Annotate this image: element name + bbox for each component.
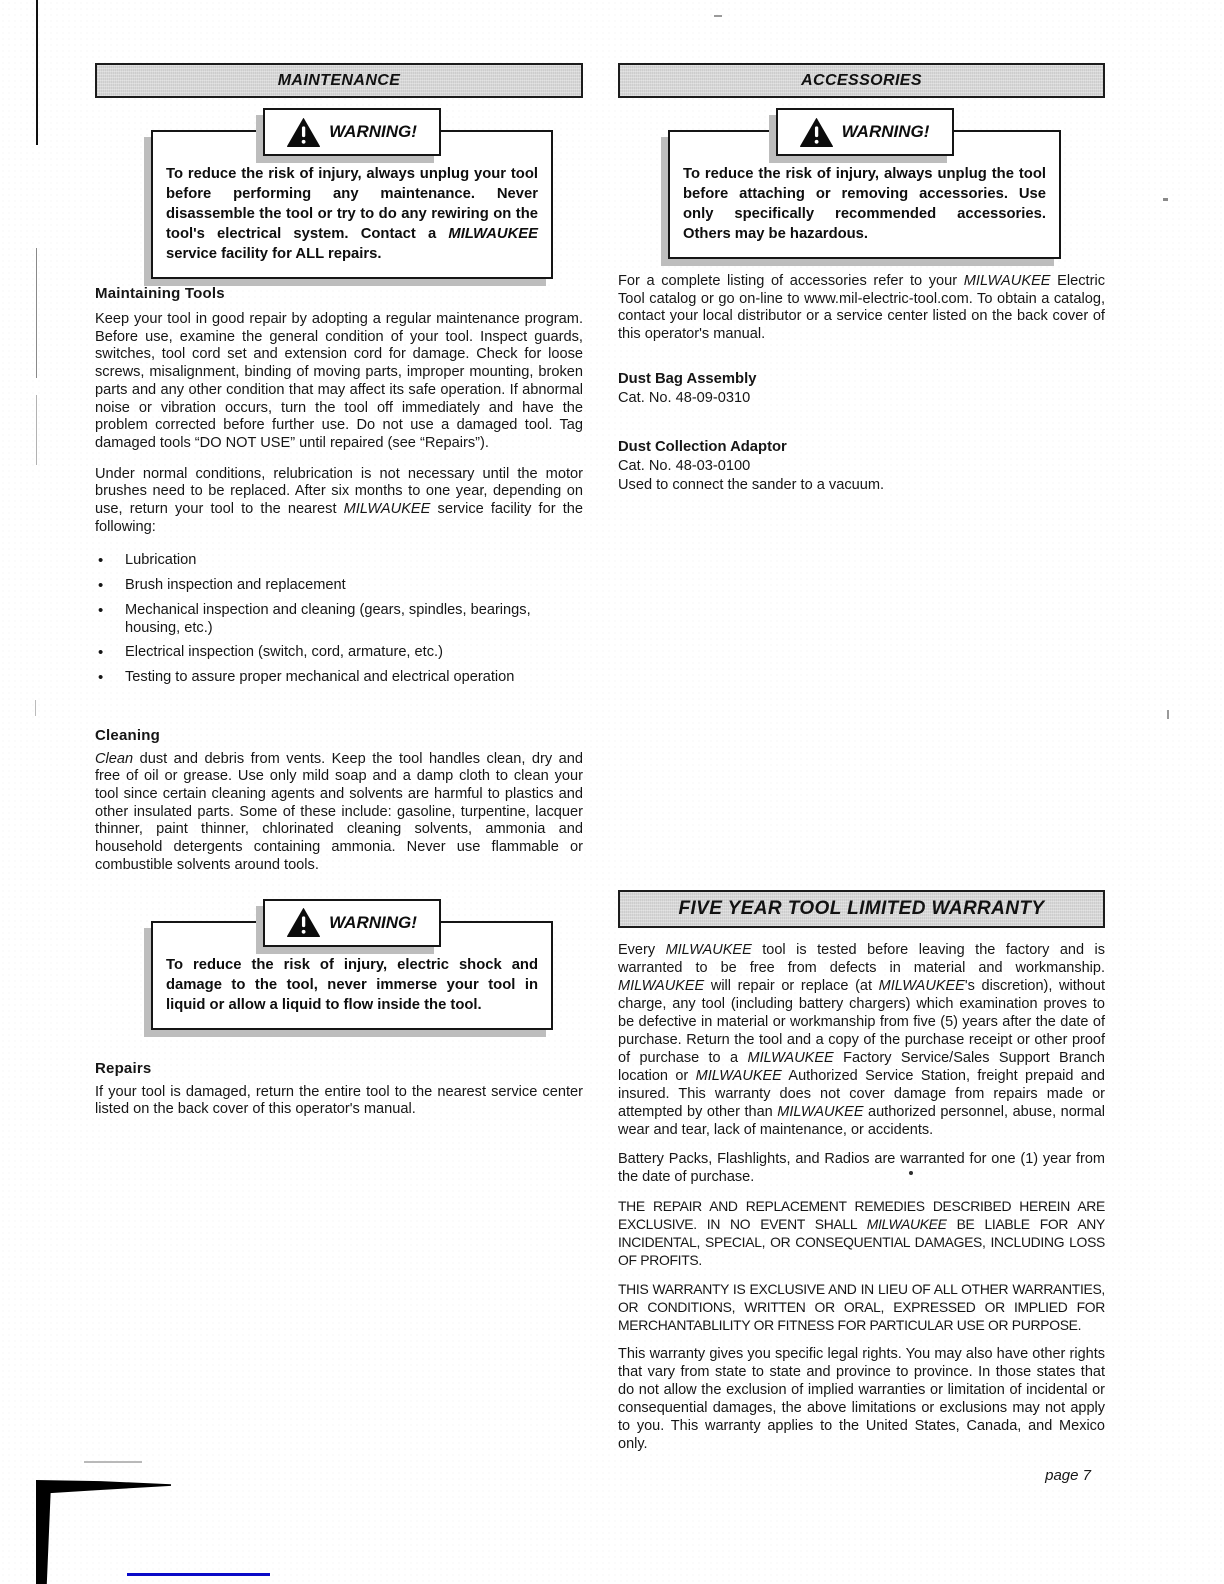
accessories-column: [618, 63, 1105, 495]
warning-body-text: To reduce the risk of injury, electric shock and damage to the tool, never immerse your tool in liquid or allow a liquid to flow inside the tool.: [151, 921, 553, 1030]
bullet-text: Mechanical inspection and cleaning (gears, spindles, bearings, housing, etc.): [125, 601, 531, 636]
maintaining-tools-heading: Maintaining Tools: [95, 285, 225, 302]
bullet-text: Lubrication: [125, 552, 197, 569]
warning-title-box: [776, 108, 954, 156]
accessory-name: Dust Bag Assembly: [618, 370, 757, 387]
warning-body-text: To reduce the risk of injury, always unplug your tool before performing any maintenance. Never disassemble the tool or try to do any rewiring on the tool's electrical system. Contact a MILWAUKEE service facility for ALL repairs.: [151, 130, 553, 279]
warning-title-label: WARNING!: [329, 912, 417, 932]
cleaning-heading: Cleaning: [95, 726, 160, 744]
warranty-paragraph-5: This warranty gives you specific legal rights. You may also have other rights that vary from state to state and province to province. In those states that do not allow the exclusion of implied warranties or limitation of incidental or consequential damages, the above limitations or exclusions may not apply to you. This warranty applies to the United States, Canada, and Mexico only.: [618, 1346, 1105, 1452]
accessory-cat-no: Cat. No. 48-03-0100: [618, 457, 751, 474]
warning-title-box: [263, 108, 441, 156]
bullet-text: Brush inspection and replacement: [125, 577, 346, 594]
scan-artifact-left-edge-dash: [36, 395, 37, 465]
warning-triangle-icon: [800, 118, 833, 147]
bullet-item: [95, 602, 583, 637]
warranty-paragraph-1: Every MILWAUKEE tool is tested before leaving the factory and is warranted to be free from defects in material and workmanship. MILWAUKEE will repair or replace (at MILWAUKEE's discretion), without charge, any tool (including battery chargers) which examination proves to be defective in material or workmanship from five (5) years after the date of purchase. Return the tool and a copy of the purchase receipt or other proof of purchase to a MILWAUKEE Factory Service/Sales Support Branch location or MILWAUKEE Authorized Service Station, freight prepaid and insured. This warranty does not cover damage from repairs made or attempted by other than MILWAUKEE authorized personnel, abuse, normal wear and tear, lack of maintenance, or accidents.: [618, 942, 1105, 1138]
page-number-label: page 7: [1045, 1467, 1091, 1484]
scan-artifact-left-edge-tick: [35, 700, 36, 716]
scan-artifact-left-edge-dash: [36, 248, 37, 378]
maintaining-tools-paragraph-2: Under normal conditions, relubrication is not necessary until the motor brushes need to be replaced. After six months to one year, depending on use, return your tool to the nearest MILWAUKEE service facility for the following:: [95, 465, 583, 535]
accessory-name: Dust Collection Adaptor: [618, 438, 787, 455]
warranty-section: [618, 890, 1105, 1484]
warranty-paragraph-3: THE REPAIR AND REPLACEMENT REMEDIES DESCRIBED HEREIN ARE EXCLUSIVE. IN NO EVENT SHALL MILWAUKEE BE LIABLE FOR ANY INCIDENTAL, SPECIAL, OR CONSEQUENTIAL DAMAGES, INCLUDING LOSS OF PROFITS.: [618, 1198, 1105, 1268]
bullet-icon: •: [98, 552, 104, 570]
scan-artifact-corner-mark: [36, 1480, 171, 1584]
maintenance-warning-frame: [151, 108, 553, 279]
accessories-section-header: [618, 63, 1105, 98]
maintaining-tools-paragraph-1: Keep your tool in good repair by adopting a regular maintenance program. Before use, examine the general condition of your tool. Inspect guards, switches, tool cord set and extension cord for damage. Check for loose screws, misalignment, binding of moving parts, improper mounting, broken parts and any other condition that may affect its safe operation. If abnormal noise or vibration occurs, turn the tool off immediately and have the problem corrected before further use. Do not use a damaged tool. Tag damaged tools “DO NOT USE” until repaired (see “Repairs”).: [95, 311, 583, 451]
warranty-section-header: [618, 890, 1105, 928]
maintenance-column: [95, 63, 583, 1119]
bullet-icon: •: [98, 601, 104, 619]
scan-artifact-blue-underline: [127, 1573, 270, 1576]
accessory-cat-no: Cat. No. 48-09-0310: [618, 389, 751, 406]
bullet-item: [95, 577, 583, 595]
warning-title-label: WARNING!: [329, 122, 417, 141]
warranty-paragraph-2: Battery Packs, Flashlights, and Radios are warranted for one (1) year from the date of purchase.: [618, 1151, 1105, 1185]
bullet-item: [95, 552, 583, 570]
cleaning-paragraph: Clean dust and debris from vents. Keep the tool handles clean, dry and free of oil or grease. Use only mild soap and a damp cloth to clean your tool since certain cleaning agents and solvents are harmful to plastics and other insulated parts. Some of these include: gasoline, turpentine, lacquer thinner, paint thinner, chlorinated cleaning solvents, ammonia and household detergents containing ammonia. Never use flammable or combustible solvents around tools.: [95, 750, 583, 873]
maintenance-section-header: [95, 63, 583, 98]
scan-artifact-speck: [1163, 198, 1168, 201]
bullet-icon: •: [98, 644, 104, 662]
maintenance-header-label: MAINTENANCE: [277, 71, 401, 89]
accessory-item: [618, 370, 1105, 408]
accessory-note: Used to connect the sander to a vacuum.: [618, 476, 885, 493]
bullet-icon: •: [98, 668, 104, 686]
accessories-warning-frame: [668, 108, 1061, 259]
warning-title-box: [263, 899, 441, 947]
cleaning-warning-frame: [151, 899, 553, 1030]
accessories-header-label: ACCESSORIES: [801, 71, 922, 89]
bullet-text: Testing to assure proper mechanical and electrical operation: [125, 668, 515, 685]
warranty-paragraph-4: THIS WARRANTY IS EXCLUSIVE AND IN LIEU OF ALL OTHER WARRANTIES, OR CONDITIONS, WRITTEN OR ORAL, EXPRESSED OR IMPLIED FOR MERCHANTABLILITY OR FITNESS FOR PARTICULAR USE OR PURPOSE.: [618, 1281, 1105, 1333]
accessories-warning-box: [618, 108, 1105, 259]
bullet-item: [95, 669, 583, 687]
scan-artifact-gray-dash: [84, 1461, 142, 1463]
scan-artifact-speck: [909, 1171, 913, 1175]
accessories-intro-paragraph: For a complete listing of accessories refer to your MILWAUKEE Electric Tool catalog or go on-line to www.mil-electric-tool.com. To obtain a catalog, contact your local distributor or a service center listed on the back cover of this operator's manual.: [618, 273, 1105, 343]
bullet-text: Electrical inspection (switch, cord, armature, etc.): [125, 644, 443, 661]
repairs-paragraph: If your tool is damaged, return the entire tool to the nearest service center listed on the back cover of this operator's manual.: [95, 1083, 583, 1118]
bullet-icon: •: [98, 577, 104, 595]
bullet-item: [95, 644, 583, 662]
scan-artifact-speck: [714, 15, 722, 17]
scan-artifact-speck: [1167, 710, 1169, 719]
warranty-header-label: FIVE YEAR TOOL LIMITED WARRANTY: [678, 898, 1045, 919]
repairs-heading: Repairs: [95, 1059, 152, 1077]
warning-title-label: WARNING!: [841, 122, 930, 141]
warning-triangle-icon: [287, 118, 320, 147]
maintenance-bullet-list: [95, 552, 583, 686]
cleaning-warning-box: [95, 899, 583, 1030]
warning-triangle-icon: [287, 908, 320, 937]
scan-artifact-left-edge-line: [36, 0, 38, 145]
accessory-item: [618, 438, 1105, 495]
warning-body-text: To reduce the risk of injury, always unplug the tool before attaching or removing accessories. Use only specifically recommended accessories. Others may be hazardous.: [668, 130, 1061, 259]
maintenance-warning-box: [95, 108, 583, 279]
